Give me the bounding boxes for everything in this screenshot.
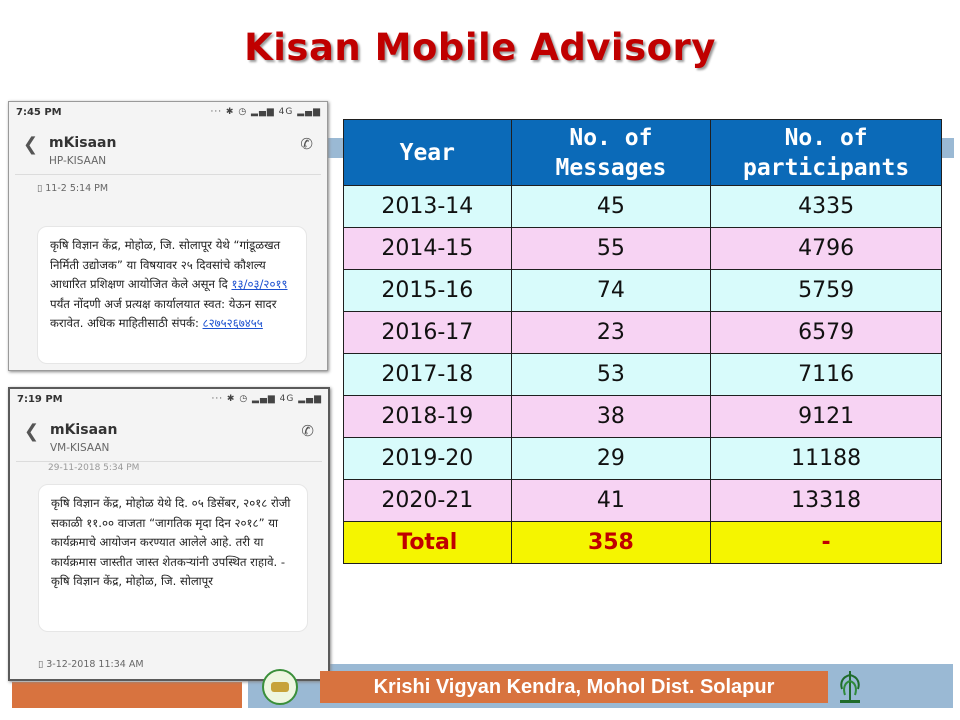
table-row: [344, 480, 942, 522]
timestamp-text: 3-12-2018 11:34 AM: [46, 659, 144, 670]
status-icons: ··· ✱ ◷ ▂▄▆ 4G ▂▄▆: [210, 107, 321, 117]
sender-id: HP-KISAAN: [49, 155, 107, 167]
divider: [15, 174, 321, 175]
status-icons: ··· ✱ ◷ ▂▄▆ 4G ▂▄▆: [211, 394, 322, 404]
messages-cell: 74: [511, 270, 711, 312]
participants-cell: 4335: [711, 186, 942, 228]
year-cell: 2020-21: [344, 480, 512, 522]
total-label: Total: [344, 522, 512, 564]
kvk-logo: [262, 669, 298, 705]
table-row: [344, 312, 942, 354]
table-row: [344, 396, 942, 438]
messages-cell: 38: [511, 396, 711, 438]
message-text: कृषि विज्ञान केंद्र, मोहोळ येथे दि. ०५ डिसेंबर, २०१८ रोजी सकाळी ११.०० वाजता “जागतिक मृदा दिन २०१८” या कार्यक्रमाचे आयोजन करण्यात आलेले आहे. तरी या कार्यक्रमास जास्तीत जास्त शेतकऱ्यांनी उपस्थित राहावे. - कृषि विज्ञान केंद्र, मोहोळ, जि. सोलापूर: [51, 496, 291, 588]
participants-cell: 11188: [711, 438, 942, 480]
message-bubble: [37, 226, 307, 364]
phone-call-icon[interactable]: ✆: [300, 135, 313, 153]
year-cell: 2019-20: [344, 438, 512, 480]
sms-screenshot-1: [8, 101, 328, 371]
participants-cell: 9121: [711, 396, 942, 438]
phone-call-icon[interactable]: ✆: [301, 422, 314, 440]
sender-id: VM-KISAAN: [50, 442, 110, 454]
sender-name: mKisaan: [50, 422, 118, 438]
decor-bar: [940, 138, 954, 158]
header-participants: No. of participants: [711, 120, 942, 186]
header-year: Year: [344, 120, 512, 186]
year-cell: 2016-17: [344, 312, 512, 354]
messages-cell: 55: [511, 228, 711, 270]
status-bar: [10, 389, 328, 411]
total-messages: 358: [511, 522, 711, 564]
slide-title: Kisan Mobile Advisory: [244, 26, 716, 69]
icar-logo: [834, 667, 866, 705]
total-row: [344, 522, 942, 564]
message-timestamp: ▯ 11-2 5:14 PM: [37, 183, 109, 194]
table-row: [344, 228, 942, 270]
date-link[interactable]: १३/०३/२०१९: [231, 277, 288, 291]
messages-cell: 53: [511, 354, 711, 396]
year-cell: 2018-19: [344, 396, 512, 438]
message-text: कृषि विज्ञान केंद्र, मोहोळ, जि. सोलापूर येथे “गांडूळखत निर्मिती उद्योजक” या विषयावर २५ दिवसांचे कौशल्य आधारित प्रशिक्षण आयोजित केले असून दि: [50, 238, 281, 291]
participants-cell: 7116: [711, 354, 942, 396]
conversation-header: [9, 124, 327, 174]
decor-bar: [12, 682, 242, 708]
timestamp-text: 11-2 5:14 PM: [45, 183, 109, 194]
year-cell: 2017-18: [344, 354, 512, 396]
back-arrow-icon[interactable]: ❮: [24, 421, 40, 442]
messages-cell: 41: [511, 480, 711, 522]
total-participants: -: [711, 522, 942, 564]
table-row: [344, 438, 942, 480]
year-cell: 2015-16: [344, 270, 512, 312]
message-bubble: [38, 484, 308, 632]
table-header-row: [344, 120, 942, 186]
sender-name: mKisaan: [49, 135, 117, 151]
status-time: 7:45 PM: [16, 107, 62, 118]
footer-banner: Krishi Vigyan Kendra, Mohol Dist. Solapur: [320, 671, 828, 703]
sms-screenshot-2: [8, 387, 330, 681]
status-time: 7:19 PM: [17, 394, 63, 405]
header-messages: No. of Messages: [511, 120, 711, 186]
messages-cell: 23: [511, 312, 711, 354]
table-row: [344, 186, 942, 228]
year-cell: 2013-14: [344, 186, 512, 228]
message-timestamp: ▯ 3-12-2018 11:34 AM: [38, 659, 144, 670]
advisory-table: [343, 119, 942, 564]
message-text-cont: पर्यंत नोंदणी अर्ज प्रत्यक्ष कार्यालयात स्वत: येऊन सादर करावेत. अधिक माहितीसाठी संपर्क:: [50, 296, 277, 330]
conversation-header: [10, 411, 328, 461]
participants-cell: 4796: [711, 228, 942, 270]
messages-cell: 45: [511, 186, 711, 228]
year-cell: 2014-15: [344, 228, 512, 270]
phone-number-link[interactable]: ८२७५२६७४५५: [202, 316, 263, 330]
divider: [16, 461, 322, 462]
back-arrow-icon[interactable]: ❮: [23, 134, 39, 155]
partial-timestamp: 29-11-2018 5:34 PM: [48, 463, 140, 473]
table-row: [344, 270, 942, 312]
table-row: [344, 354, 942, 396]
participants-cell: 5759: [711, 270, 942, 312]
status-bar: [9, 102, 327, 124]
participants-cell: 6579: [711, 312, 942, 354]
participants-cell: 13318: [711, 480, 942, 522]
messages-cell: 29: [511, 438, 711, 480]
